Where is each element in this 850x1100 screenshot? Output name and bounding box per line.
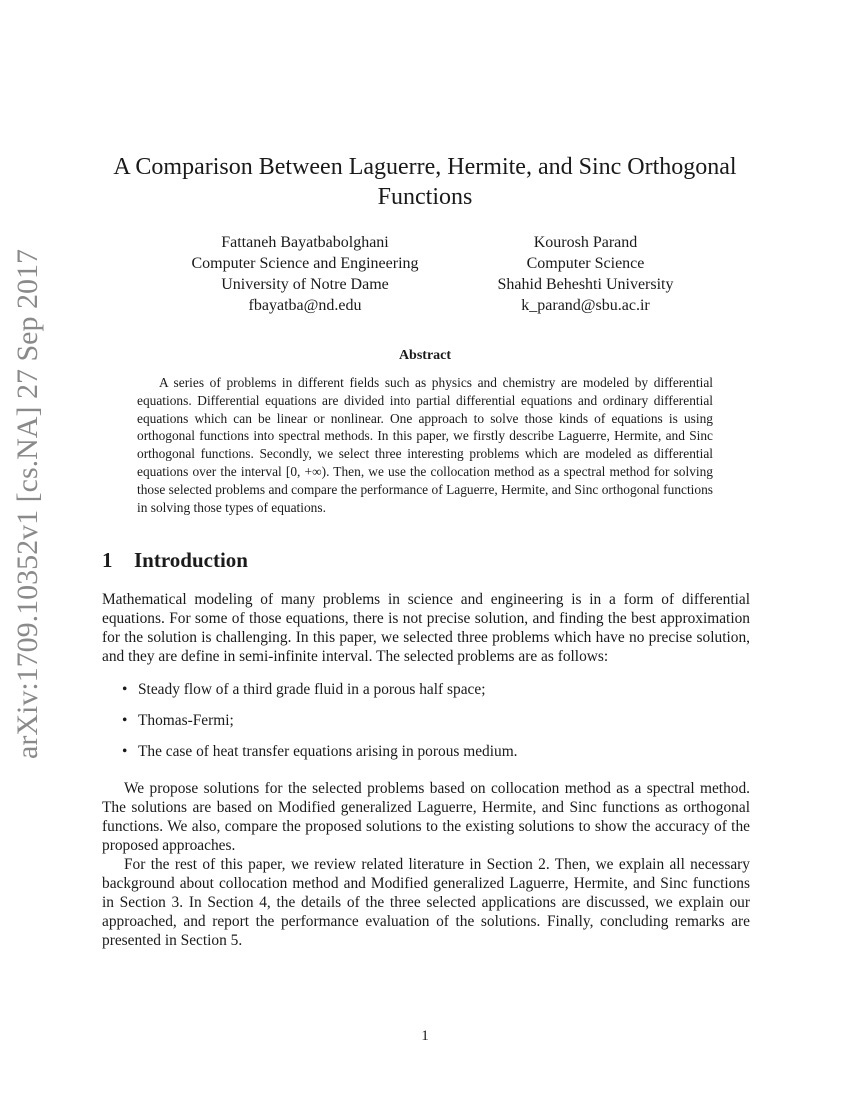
list-item-text: The case of heat transfer equations arising in porous medium. (138, 743, 518, 760)
abstract-text: A series of problems in different fields such as physics and chemistry are modeled by differential equations. Differential equations are divided into partial differential equations and ordinary differential equations which can be linear or nonlinear. One approach to solve those kinds of equations is using orthogonal functions into spectral methods. In this paper, we firstly describe Laguerre, Hermite, and Sinc orthogonal functions. Secondly, we select three interesting problems which are modeled as differential equations over the interval [0, +∞). Then, we use the collocation method as a spectral method for solving those selected problems and compare the performance of Laguerre, Hermite, and Sinc orthogonal functions in solving those types of equations. (137, 375, 713, 515)
author-2-institution: Shahid Beheshti University (497, 276, 674, 293)
list-item (122, 711, 742, 742)
intro-paragraph-2: We propose solutions for the selected problems based on collocation method as a spectral method. The solutions are based on Modified generalized Laguerre, Hermite, and Sinc functions as orthogonal functions. We also, compare the proposed solutions to the existing solutions to show the accuracy of the proposed approaches. (102, 780, 750, 854)
author-2 (458, 232, 713, 316)
author-1-department: Computer Science and Engineering (191, 255, 419, 272)
bullet-icon: • (122, 681, 128, 698)
paper-title: A Comparison Between Laguerre, Hermite, and Sinc Orthogonal Functions (113, 154, 737, 210)
author-1 (160, 232, 450, 316)
list-item (122, 680, 742, 711)
problem-list (122, 680, 742, 773)
author-1-name: Fattaneh Bayatbabolghani (221, 234, 389, 251)
intro-paragraph-3: For the rest of this paper, we review related literature in Section 2. Then, we explain all necessary background about collocation method and Modified generalized Laguerre, Hermite, and Sinc functions in Section 3. In Section 4, the details of the three selected applications are discussed, we explain our approached, and report the performance evaluation of the solutions. Finally, concluding remarks are presented in Section 5. (102, 856, 750, 949)
list-item-text: Steady flow of a third grade fluid in a porous half space; (138, 681, 486, 698)
arxiv-identifier: arXiv:1709.10352v1 [cs.NA] 27 Sep 2017 (11, 249, 45, 759)
section-title: Introduction (134, 548, 248, 572)
author-1-email: fbayatba@nd.edu (248, 297, 362, 314)
page-number: 1 (421, 1028, 429, 1044)
abstract-heading: Abstract (398, 348, 452, 363)
author-2-department: Computer Science (526, 255, 645, 272)
author-1-institution: University of Notre Dame (221, 276, 389, 293)
bullet-icon: • (122, 712, 128, 729)
section-number: 1 (102, 548, 113, 572)
section-heading (102, 548, 248, 573)
list-item-text: Thomas-Fermi; (138, 712, 234, 729)
intro-paragraph-1: Mathematical modeling of many problems in science and engineering is in a form of differential equations. For some of those equations, there is not precise solution, and finding the best approximation for the solution is challenging. In this paper, we selected three problems which have no precise solution, and they are define in semi-infinite interval. The selected problems are as follows: (102, 591, 750, 665)
author-2-name: Kourosh Parand (533, 234, 638, 251)
author-2-email: k_parand@sbu.ac.ir (521, 297, 650, 314)
list-item (122, 742, 742, 773)
bullet-icon: • (122, 743, 128, 760)
